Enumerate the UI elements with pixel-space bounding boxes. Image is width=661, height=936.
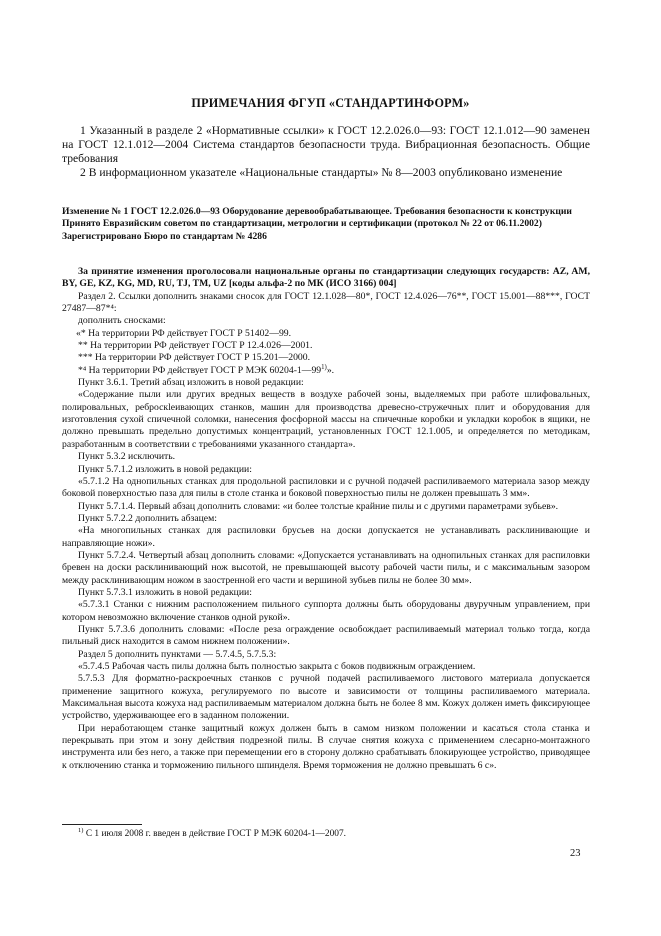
amendment-registered: Зарегистрировано Бюро по стандартам № 4286 <box>62 230 267 242</box>
page-title: ПРИМЕЧАНИЯ ФГУП «СТАНДАРТИНФОРМ» <box>191 96 470 110</box>
clause-5-7-1-2: Пункт 5.7.1.2 изложить в новой редакции: <box>78 463 252 475</box>
clause-final-paragraph: При неработающем станке защитный кожух должен быть в самом низком положении и касаться стола станка и перекрывать при этом и зону действия подрезной пилы. В случае снятия кожуха с применением слесарно-монтажного инструмента или без него, а также при перемещении его в сторону должно срабатывать блокирующее устройство, приводящее к отключению станка и торможению пильного шпинделя. Время торможения не должно превышать 6 с». <box>62 722 590 771</box>
clause-5-7-4-5: «5.7.4.5 Рабочая часть пилы должна быть полностью закрыта с боков подвижным ограждением. <box>78 661 476 672</box>
amendment-heading: Изменение № 1 ГОСТ 12.2.026.0—93 Оборудование деревообрабатывающее. Требования безопасности к конструкции <box>62 206 572 217</box>
clause-5-7-2-2: Пункт 5.7.2.2 дополнить абзацем: <box>78 512 217 524</box>
footnote-divider <box>62 824 142 825</box>
section-2-refs: Раздел 2. Ссылки дополнить знаками сносок для ГОСТ 12.1.028—80*, ГОСТ 12.4.026—76**, ГОСТ 15.001—88***, ГОСТ 27487—87*⁴: <box>62 290 590 315</box>
voted-states: За принятие изменения проголосовали национальные органы по стандартизации следующих государств: AZ, AM, BY, GE, KZ, KG, MD, RU, TJ, TM, UZ [коды альфа-2 по МК (ИСО 3166) 004] <box>62 266 590 290</box>
page-footnote-text: С 1 июля 2008 г. введен в действие ГОСТ Р МЭК 60204-1—2007. <box>83 829 346 839</box>
page-footnote-marker: 1) <box>78 826 84 834</box>
clause-3-6-1: Пункт 3.6.1. Третий абзац изложить в новой редакции: <box>78 377 304 389</box>
amendment-header <box>62 206 590 243</box>
footnote-def-3: *** На территории РФ действует ГОСТ Р 15.201—2000. <box>78 352 311 364</box>
clause-5-7-5-3: 5.7.5.3 Для форматно-раскроечных станков с ручной подачей распиливаемого листового материала допускается применение защитного кожуха, регулируемого по высоте и зависимости от толщины распиливаемого материала. Максимальная высота кожуха над распиливаемым материалом должна быть не более 8 мм. Кожух должен иметь фиксирующее устройство, удерживающее его в заданном положении. <box>62 673 590 722</box>
clause-5-7-1-2-text: «5.7.1.2 На однопильных станках для продольной распиловки и с ручной подачей распиливаемого материала зазор между боковой поверхностью паза для пилы в столе станка и боковой поверхностью пилы не должен превышать 3 мм». <box>62 475 590 500</box>
note-2: 2 В информационном указателе «Национальные стандарты» № 8—2003 опубликовано изменение <box>80 166 563 179</box>
amendment-adopted: Принято Евразийским советом по стандартизации, метрологии и сертификации (протокол № 22 от 06.11.2002) <box>62 218 542 230</box>
clause-5-3-2: Пункт 5.3.2 исключить. <box>78 451 176 463</box>
footnote-def-4-text: *⁴ На территории РФ действует ГОСТ Р МЭК 60204-1—99 <box>78 364 322 376</box>
stand-notes <box>62 124 590 180</box>
clause-5-7-3-1: Пункт 5.7.3.1 изложить в новой редакции: <box>78 586 252 598</box>
clause-5-7-2-2-text: «На многопильных станках для распиловки брусьев на доски допускается не устанавливать расклинивающие и направляющие ножи». <box>62 525 590 549</box>
footnote-marker: 1) <box>321 363 327 371</box>
section-5-add: Раздел 5 дополнить пунктами — 5.7.4.5, 5.7.5.3: <box>78 648 277 660</box>
section-2-add: дополнить сносками: <box>78 315 166 327</box>
footnote-def-1: «* На территории РФ действует ГОСТ Р 51402—99. <box>76 327 292 339</box>
footnote-def-4 <box>62 365 590 377</box>
page-number: 23 <box>570 848 581 859</box>
clause-5-7-3-6: Пункт 5.7.3.6 дополнить словами: «После реза ограждение освобождает распиливаемый материал только тогда, когда пильный диск находится в самом нижнем положении». <box>62 623 590 648</box>
clause-3-6-1-text: «Содержание пыли или других вредных веществ в воздухе рабочей зоны, выделяемых при работе шлифовальных, полировальных, реброскleивающих станков, машин для производства древесно-стружечных плит и оборудования для изготовления сухой спичечной соломки, нанесения фосфорной массы на спичечные коробки и укладки коробок в ящики, не должно превышать предельно допустимых концентраций, установленных ГОСТ 12.1.005, и определяется по методикам, разработанным в соответствии с требованиями указанного стандарта». <box>62 389 590 450</box>
clause-5-7-2-4: Пункт 5.7.2.4. Четвертый абзац дополнить словами: «Допускается устанавливать на однопильных станках для распиловки бревен на доски расклинивающий нож высотой, не превышающей высоту рабочей части пилы, и с максимальным зазором между расклинивающим ножом в заостренной его части и вершиной зубьев пилы не более 30 мм». <box>62 549 590 586</box>
page-footnote-line <box>62 828 590 840</box>
clause-5-7-1-4: Пункт 5.7.1.4. Первый абзац дополнить словами: «и более толстые крайние пилы и с другими параметрами зубьев». <box>78 500 559 512</box>
footnote-def-4-end: ». <box>326 364 335 376</box>
clause-5-7-3-1-text: «5.7.3.1 Станки с нижним расположением пильного суппорта должны быть оборудованы двуручным управлением, при котором невозможно включение станков одной рукой». <box>62 599 590 623</box>
note-1: 1 Указанный в разделе 2 «Нормативные ссылки» к ГОСТ 12.2.026.0—93: ГОСТ 12.1.012—90 заменен на ГОСТ 12.1.012—2004 Система стандартов безопасности труда. Вибрационная безопасность. Общие требования <box>62 124 590 165</box>
footnote-def-2: ** На территории РФ действует ГОСТ Р 12.4.026—2001. <box>78 340 313 352</box>
page-footnote <box>62 828 590 840</box>
amendment-body <box>62 266 590 772</box>
